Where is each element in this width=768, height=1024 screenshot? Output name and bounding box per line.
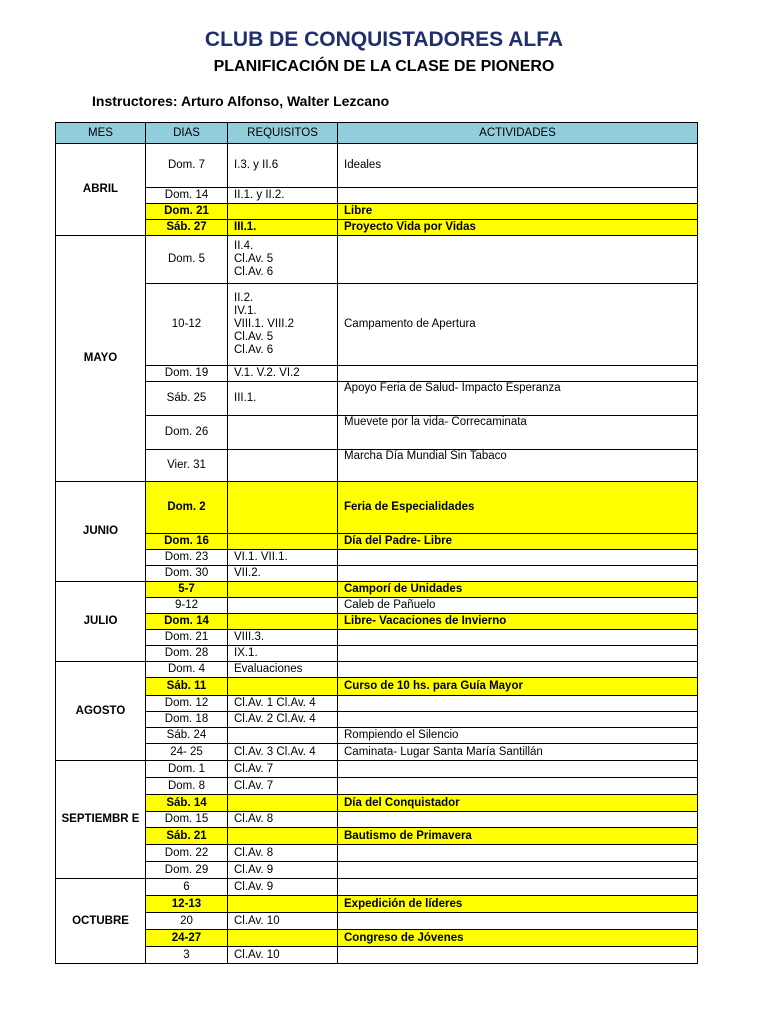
day-cell: Sáb. 11 <box>146 678 228 696</box>
activity-cell <box>338 646 698 662</box>
activity-cell: Caleb de Pañuelo <box>338 598 698 614</box>
activity-cell <box>338 712 698 728</box>
table-row <box>56 534 698 550</box>
requirements-cell: V.1. V.2. VI.2 <box>228 366 338 382</box>
table-row <box>56 220 698 236</box>
requirements-cell <box>228 598 338 614</box>
month-cell: JULIO <box>56 582 146 662</box>
table-row <box>56 845 698 862</box>
requirements-cell: Evaluaciones <box>228 662 338 678</box>
table-row <box>56 778 698 795</box>
table-row <box>56 862 698 879</box>
activity-cell <box>338 550 698 566</box>
document-title: CLUB DE CONQUISTADORES ALFA <box>204 28 564 51</box>
activity-cell <box>338 236 698 284</box>
day-cell: Sáb. 21 <box>146 828 228 845</box>
table-row <box>56 204 698 220</box>
requirements-cell: II.2. IV.1. VIII.1. VIII.2 Cl.Av. 5 Cl.Av. 6 <box>228 284 338 366</box>
requirements-cell <box>228 930 338 947</box>
day-cell: Dom. 23 <box>146 550 228 566</box>
activity-cell <box>338 947 698 964</box>
requirements-cell: VII.2. <box>228 566 338 582</box>
requirements-cell: I.3. y II.6 <box>228 144 338 188</box>
table-row <box>56 482 698 534</box>
activity-cell <box>338 879 698 896</box>
requirements-cell <box>228 482 338 534</box>
requirements-cell <box>228 416 338 450</box>
requirements-cell: IX.1. <box>228 646 338 662</box>
day-cell: Dom. 28 <box>146 646 228 662</box>
day-cell: Dom. 14 <box>146 614 228 630</box>
day-cell: 5-7 <box>146 582 228 598</box>
table-row <box>56 913 698 930</box>
activity-cell: Apoyo Feria de Salud- Impacto Esperanza <box>338 382 698 416</box>
activity-cell <box>338 366 698 382</box>
table-row <box>56 550 698 566</box>
table-row <box>56 812 698 828</box>
activity-cell <box>338 630 698 646</box>
requirements-cell <box>228 534 338 550</box>
activity-cell <box>338 913 698 930</box>
table-row <box>56 761 698 778</box>
activity-cell <box>338 761 698 778</box>
requirements-cell: Cl.Av. 7 <box>228 778 338 795</box>
requirements-cell: Cl.Av. 10 <box>228 947 338 964</box>
table-row <box>56 630 698 646</box>
day-cell: Dom. 14 <box>146 188 228 204</box>
day-cell: 6 <box>146 879 228 896</box>
day-cell: Vier. 31 <box>146 450 228 482</box>
requirements-cell <box>228 795 338 812</box>
activity-cell: Caminata- Lugar Santa María Santillán <box>338 744 698 761</box>
activity-cell: Curso de 10 hs. para Guía Mayor <box>338 678 698 696</box>
month-cell: AGOSTO <box>56 662 146 761</box>
requirements-cell <box>228 896 338 913</box>
activity-cell: Congreso de Jóvenes <box>338 930 698 947</box>
day-cell: Dom. 29 <box>146 862 228 879</box>
table-row <box>56 582 698 598</box>
day-cell: Dom. 21 <box>146 630 228 646</box>
requirements-cell: Cl.Av. 1 Cl.Av. 4 <box>228 696 338 712</box>
day-cell: Dom. 15 <box>146 812 228 828</box>
column-header-dias: DIAS <box>146 123 228 144</box>
table-row <box>56 879 698 896</box>
activity-cell: Campamento de Apertura <box>338 284 698 366</box>
activity-cell: Día del Conquistador <box>338 795 698 812</box>
day-cell: 24-27 <box>146 930 228 947</box>
table-row <box>56 744 698 761</box>
table-row <box>56 450 698 482</box>
day-cell: Dom. 1 <box>146 761 228 778</box>
activity-cell: Rompiendo el Silencio <box>338 728 698 744</box>
requirements-cell <box>228 614 338 630</box>
day-cell: 20 <box>146 913 228 930</box>
table-row <box>56 795 698 812</box>
month-cell: ABRIL <box>56 144 146 236</box>
table-row <box>56 678 698 696</box>
day-cell: Sáb. 25 <box>146 382 228 416</box>
day-cell: Dom. 16 <box>146 534 228 550</box>
table-row <box>56 598 698 614</box>
requirements-cell: Cl.Av. 3 Cl.Av. 4 <box>228 744 338 761</box>
requirements-cell: Cl.Av. 9 <box>228 879 338 896</box>
activity-cell <box>338 566 698 582</box>
day-cell: Sáb. 14 <box>146 795 228 812</box>
activity-cell: Marcha Día Mundial Sin Tabaco <box>338 450 698 482</box>
table-row <box>56 930 698 947</box>
activity-cell <box>338 662 698 678</box>
requirements-cell: III.1. <box>228 220 338 236</box>
requirements-cell: Cl.Av. 9 <box>228 862 338 879</box>
activity-cell: Feria de Especialidades <box>338 482 698 534</box>
schedule-table <box>55 122 698 964</box>
requirements-cell: Cl.Av. 7 <box>228 761 338 778</box>
day-cell: Dom. 21 <box>146 204 228 220</box>
table-row <box>56 896 698 913</box>
requirements-cell: III.1. <box>228 382 338 416</box>
activity-cell <box>338 696 698 712</box>
day-cell: Dom. 5 <box>146 236 228 284</box>
table-row <box>56 646 698 662</box>
month-cell: SEPTIEMBR E <box>56 761 146 879</box>
table-header-row <box>56 123 698 144</box>
table-row <box>56 662 698 678</box>
day-cell: Dom. 30 <box>146 566 228 582</box>
table-row <box>56 614 698 630</box>
requirements-cell: II.4. Cl.Av. 5 Cl.Av. 6 <box>228 236 338 284</box>
activity-cell: Camporí de Unidades <box>338 582 698 598</box>
activity-cell <box>338 812 698 828</box>
requirements-cell <box>228 204 338 220</box>
table-row <box>56 712 698 728</box>
column-header-mes: MES <box>56 123 146 144</box>
table-row <box>56 144 698 188</box>
day-cell: Dom. 19 <box>146 366 228 382</box>
month-cell: OCTUBRE <box>56 879 146 964</box>
requirements-cell: VI.1. VII.1. <box>228 550 338 566</box>
requirements-cell <box>228 450 338 482</box>
column-header-actividades: ACTIVIDADES <box>338 123 698 144</box>
day-cell: 24- 25 <box>146 744 228 761</box>
day-cell: Dom. 18 <box>146 712 228 728</box>
day-cell: Dom. 2 <box>146 482 228 534</box>
day-cell: Sáb. 27 <box>146 220 228 236</box>
day-cell: Dom. 7 <box>146 144 228 188</box>
activity-cell: Bautismo de Primavera <box>338 828 698 845</box>
table-row <box>56 696 698 712</box>
table-row <box>56 566 698 582</box>
month-cell: JUNIO <box>56 482 146 582</box>
requirements-cell: Cl.Av. 2 Cl.Av. 4 <box>228 712 338 728</box>
day-cell: Dom. 26 <box>146 416 228 450</box>
table-row <box>56 828 698 845</box>
requirements-cell <box>228 678 338 696</box>
activity-cell <box>338 845 698 862</box>
day-cell: 12-13 <box>146 896 228 913</box>
table-row <box>56 416 698 450</box>
document-subtitle: PLANIFICACIÓN DE LA CLASE DE PIONERO <box>213 58 555 75</box>
day-cell: Sáb. 24 <box>146 728 228 744</box>
activity-cell: Expedición de líderes <box>338 896 698 913</box>
month-cell: MAYO <box>56 236 146 482</box>
requirements-cell: Cl.Av. 8 <box>228 845 338 862</box>
day-cell: Dom. 4 <box>146 662 228 678</box>
table-row <box>56 236 698 284</box>
day-cell: Dom. 22 <box>146 845 228 862</box>
day-cell: 3 <box>146 947 228 964</box>
requirements-cell <box>228 828 338 845</box>
requirements-cell: VIII.3. <box>228 630 338 646</box>
day-cell: 10-12 <box>146 284 228 366</box>
activity-cell: Libre <box>338 204 698 220</box>
table-row <box>56 284 698 366</box>
requirements-cell: II.1. y II.2. <box>228 188 338 204</box>
requirements-cell: Cl.Av. 8 <box>228 812 338 828</box>
activity-cell: Libre- Vacaciones de Invierno <box>338 614 698 630</box>
table-row <box>56 728 698 744</box>
activity-cell <box>338 862 698 879</box>
requirements-cell: Cl.Av. 10 <box>228 913 338 930</box>
instructors-line: Instructores: Arturo Alfonso, Walter Lezcano <box>92 93 390 109</box>
table-row <box>56 366 698 382</box>
activity-cell: Día del Padre- Libre <box>338 534 698 550</box>
activity-cell: Ideales <box>338 144 698 188</box>
table-row <box>56 947 698 964</box>
requirements-cell <box>228 582 338 598</box>
activity-cell: Proyecto Vida por Vidas <box>338 220 698 236</box>
day-cell: Dom. 12 <box>146 696 228 712</box>
table-row <box>56 382 698 416</box>
table-row <box>56 188 698 204</box>
day-cell: 9-12 <box>146 598 228 614</box>
activity-cell <box>338 778 698 795</box>
activity-cell: Muevete por la vida- Correcaminata <box>338 416 698 450</box>
day-cell: Dom. 8 <box>146 778 228 795</box>
requirements-cell <box>228 728 338 744</box>
activity-cell <box>338 188 698 204</box>
column-header-requisitos: REQUISITOS <box>228 123 338 144</box>
